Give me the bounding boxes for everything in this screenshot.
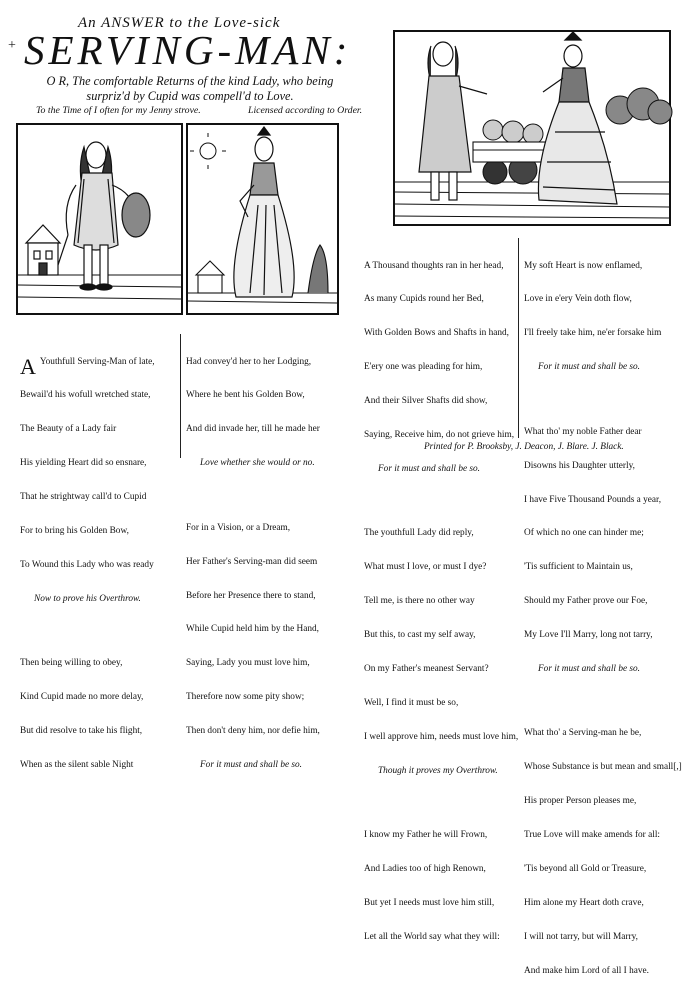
verse-column-2: [186, 334, 320, 783]
verse-line: But yet I needs must love him still,: [364, 897, 495, 908]
couple-illustration: [395, 32, 669, 224]
verse-line: And their Silver Shafts did show,: [364, 396, 488, 407]
stanza-gap: [364, 498, 518, 506]
license-text: Licensed according to Order.: [248, 105, 363, 116]
verse-line: Whose Substance is but mean and small[,]: [524, 762, 682, 773]
verse-line: Should my Father prove our Foe,: [524, 596, 648, 607]
verse-column-4: [524, 238, 682, 988]
verse-refrain: Now to prove his Overthrow.: [34, 593, 141, 604]
page-title: SERVING-MAN:: [24, 27, 352, 73]
verse-line: What tho' my noble Father dear: [524, 426, 642, 437]
drop-cap: A: [20, 353, 36, 379]
verse-line: Well, I find it must be so,: [364, 697, 459, 708]
verse-line: The youthfull Lady did reply,: [364, 528, 474, 539]
woodcut-couple: [393, 30, 671, 226]
verse-line: The Beauty of a Lady fair: [20, 424, 117, 435]
verse-line: Had convey'd her to her Lodging,: [186, 356, 312, 367]
verse-line: As many Cupids round her Bed,: [364, 294, 484, 305]
stanza-gap: [364, 800, 518, 808]
verse-line: [20, 353, 155, 379]
lady-illustration: [188, 125, 337, 313]
verse-line: I know my Father he will Frown,: [364, 830, 488, 841]
verse-line: While Cupid held him by the Hand,: [186, 624, 319, 635]
verse-line: Let all the World say what they will:: [364, 931, 500, 942]
verse-line: Then being willing to obey,: [20, 658, 123, 669]
verse-line: My Love I'll Marry, long not tarry,: [524, 630, 653, 641]
title-line-1: An ANSWER to the Love-sick: [78, 15, 281, 31]
subtitle-line-1: O R, The comfortable Returns of the kind Lady, who being: [46, 74, 334, 88]
tune-line: [36, 105, 363, 116]
printer-colophon: Printed for P. Brooksby, J. Deacon, J. Blare. J. Black.: [424, 442, 624, 452]
verse-refrain: For it must and shall be so.: [378, 463, 481, 474]
verse-line: 'Tis beyond all Gold or Treasure,: [524, 864, 647, 875]
verse-line: What tho' a Serving-man he be,: [524, 728, 642, 739]
verse-line: True Love will make amends for all:: [524, 830, 660, 841]
verse-line: Therefore now some pity show;: [186, 692, 305, 703]
verse-line: Bewail'd his wofull wretched state,: [20, 390, 151, 401]
verse-line: Saying, Lady you must love him,: [186, 658, 310, 669]
verse-line: Before her Presence there to stand,: [186, 590, 316, 601]
verse-line: I well approve him, needs must love him,: [364, 731, 519, 742]
stanza-gap: [20, 628, 155, 636]
verse-refrain: For it must and shall be so.: [538, 663, 641, 674]
column-divider: [518, 238, 519, 438]
verse-refrain: Love whether she would or no.: [200, 458, 315, 469]
woodcut-serving-man: [16, 123, 183, 315]
stanza-gap: [524, 396, 682, 404]
verse-refrain: For it must and shall be so.: [538, 362, 641, 373]
column-divider: [180, 334, 181, 458]
verse-line: Her Father's Serving-man did seem: [186, 556, 318, 567]
verse-line: Of which no one can hinder me;: [524, 528, 644, 539]
verse-line: A Thousand thoughts ran in her head,: [364, 260, 504, 271]
verse-line: E'ery one was pleading for him,: [364, 362, 483, 373]
stanza-gap: [186, 492, 320, 500]
verse-line-text: Youthfull Serving-Man of late,: [37, 356, 155, 367]
verse-line: I'll freely take him, ne'er forsake him: [524, 328, 662, 339]
tune-text: To the Time of I often for my Jenny strove.: [36, 105, 201, 116]
verse-column-3: [364, 238, 518, 954]
verse-line: Where he bent his Golden Bow,: [186, 390, 305, 401]
verse-line: Saying, Receive him, do not grieve him,: [364, 430, 515, 441]
verse-line: His proper Person pleases me,: [524, 796, 637, 807]
verse-line: When as the silent sable Night: [20, 759, 134, 770]
verse-line: 'Tis sufficient to Maintain us,: [524, 562, 633, 573]
verse-line: With Golden Bows and Shafts in hand,: [364, 328, 510, 339]
verse-line: And did invade her, till he made her: [186, 424, 320, 435]
verse-line: But did resolve to take his flight,: [20, 726, 143, 737]
woodcut-lady: [186, 123, 339, 315]
verse-line: That he strightway call'd to Cupid: [20, 492, 147, 503]
verse-line: What must I love, or must I dye?: [364, 562, 487, 573]
verse-line: For in a Vision, or a Dream,: [186, 522, 291, 533]
verse-line: But this, to cast my self away,: [364, 630, 476, 641]
verse-line: Him alone my Heart doth crave,: [524, 897, 644, 908]
verse-line: Disowns his Daughter utterly,: [524, 460, 635, 471]
registration-mark: +: [8, 38, 16, 53]
subtitle-line-2: surpriz'd by Cupid was compell'd to Love.: [86, 89, 294, 103]
verse-line: I will not tarry, but will Marry,: [524, 931, 638, 942]
verse-line: Then don't deny him, nor defie him,: [186, 726, 320, 737]
verse-line: To Wound this Lady who was ready: [20, 559, 154, 570]
verse-line: On my Father's meanest Servant?: [364, 663, 489, 674]
verse-line: His yielding Heart did so ensnare,: [20, 458, 147, 469]
verse-column-1: [20, 334, 155, 783]
verse-line: And Ladies too of high Renown,: [364, 864, 486, 875]
verse-line: And make him Lord of all I have.: [524, 965, 649, 976]
verse-line: Tell me, is there no other way: [364, 596, 475, 607]
verse-refrain: For it must and shall be so.: [200, 759, 303, 770]
verse-line: My soft Heart is now enflamed,: [524, 260, 643, 271]
verse-line: I have Five Thousand Pounds a year,: [524, 494, 662, 505]
verse-refrain: Though it proves my Overthrow.: [378, 765, 498, 776]
subtitle: [40, 74, 340, 104]
verse-line: Kind Cupid made no more delay,: [20, 692, 144, 703]
verse-line: For to bring his Golden Bow,: [20, 526, 129, 537]
stanza-gap: [524, 698, 682, 706]
verse-line: Love in e'ery Vein doth flow,: [524, 294, 632, 305]
serving-man-illustration: [18, 125, 181, 313]
